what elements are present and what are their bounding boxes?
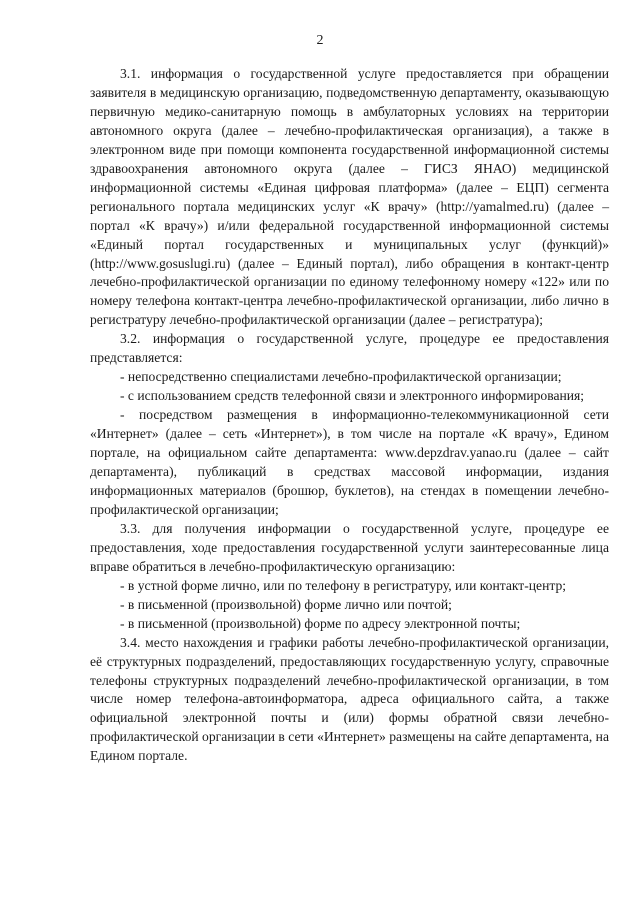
list-item-written-email: - в письменной (произвольной) форме по адресу электронной почты; [120, 615, 521, 631]
list-item-written-mail: - в письменной (произвольной) форме лично или почтой; [120, 596, 452, 612]
paragraph-3-4: 3.4. место нахождения и графики работы лечебно-профилактической организации, её структурных подразделений, предоставляющих государственную услугу, справочные телефоны структурных подразделений лечебно-профилактической организации, в том числе номер телефона-автоинформатора, адреса официального сайта, а также официальной электронной почты и (или) формы обратной связи лечебно-профилактической организации в сети «Интернет» размещены на сайте департамента, на Едином портале. [90, 634, 609, 764]
document-body [90, 65, 609, 766]
page-number: 2 [316, 33, 324, 48]
list-item-specialists: - непосредственно специалистами лечебно-профилактической организации; [120, 369, 562, 385]
paragraph-3-1: 3.1. информация о государственной услуге предоставляется при обращении заявителя в медицинскую организацию, подведомственную департаменту, оказывающую первичную медико-санитарную помощь в амбулаторных условиях на территории автономного округа (далее – лечебно-профилактическая организация), а также в электронном виде при помощи компонента государственной информационной системы здравоохранения автономного округа (далее – ГИСЗ ЯНАО) медицинской информационной системы «Единая цифровая платформа» (далее – ЕЦП) сегмента регионального портала медицинских услуг «К врачу» (http://yamalmed.ru) (далее – портал «К врачу») и/или федеральной государственной информационной системы «Единый портал государственных и муниципальных услуг (функций)» (http://www.gosuslugi.ru) (далее – Единый портал), либо обращения в контакт-центр лечебно-профилактической организации по единому телефонному номеру «122» или по номеру телефона контакт-центра лечебно-профилактической организации, либо лично в регистратуру лечебно-профилактической организации (далее – регистратура); [90, 66, 609, 328]
list-item-telephone: - с использованием средств телефонной связи и электронного информирования; [120, 388, 585, 404]
paragraph-3-3: 3.3. для получения информации о государственной услуге, процедуре ее предоставления, ходе предоставления государственной услуги заинтересованные лица вправе обратиться в лечебно-профилактическую организацию: [90, 520, 609, 574]
list-item-oral: - в устной форме лично, или по телефону в регистратуру, или контакт-центр; [120, 577, 567, 593]
list-item-internet: - посредством размещения в информационно-телекоммуникационной сети «Интернет» (далее – сеть «Интернет»), в том числе на портале «К врачу», Едином портале, на официальном сайте департамента: www.depzdrav.yanao.ru (далее – сайт департамента), публикаций в средствах массовой информации, издания информационных материалов (брошюр, буклетов), на стендах в помещении лечебно-профилактической организации; [90, 407, 609, 517]
paragraph-3-2: 3.2. информация о государственной услуге, процедуре ее предоставления представляется: [90, 331, 609, 366]
